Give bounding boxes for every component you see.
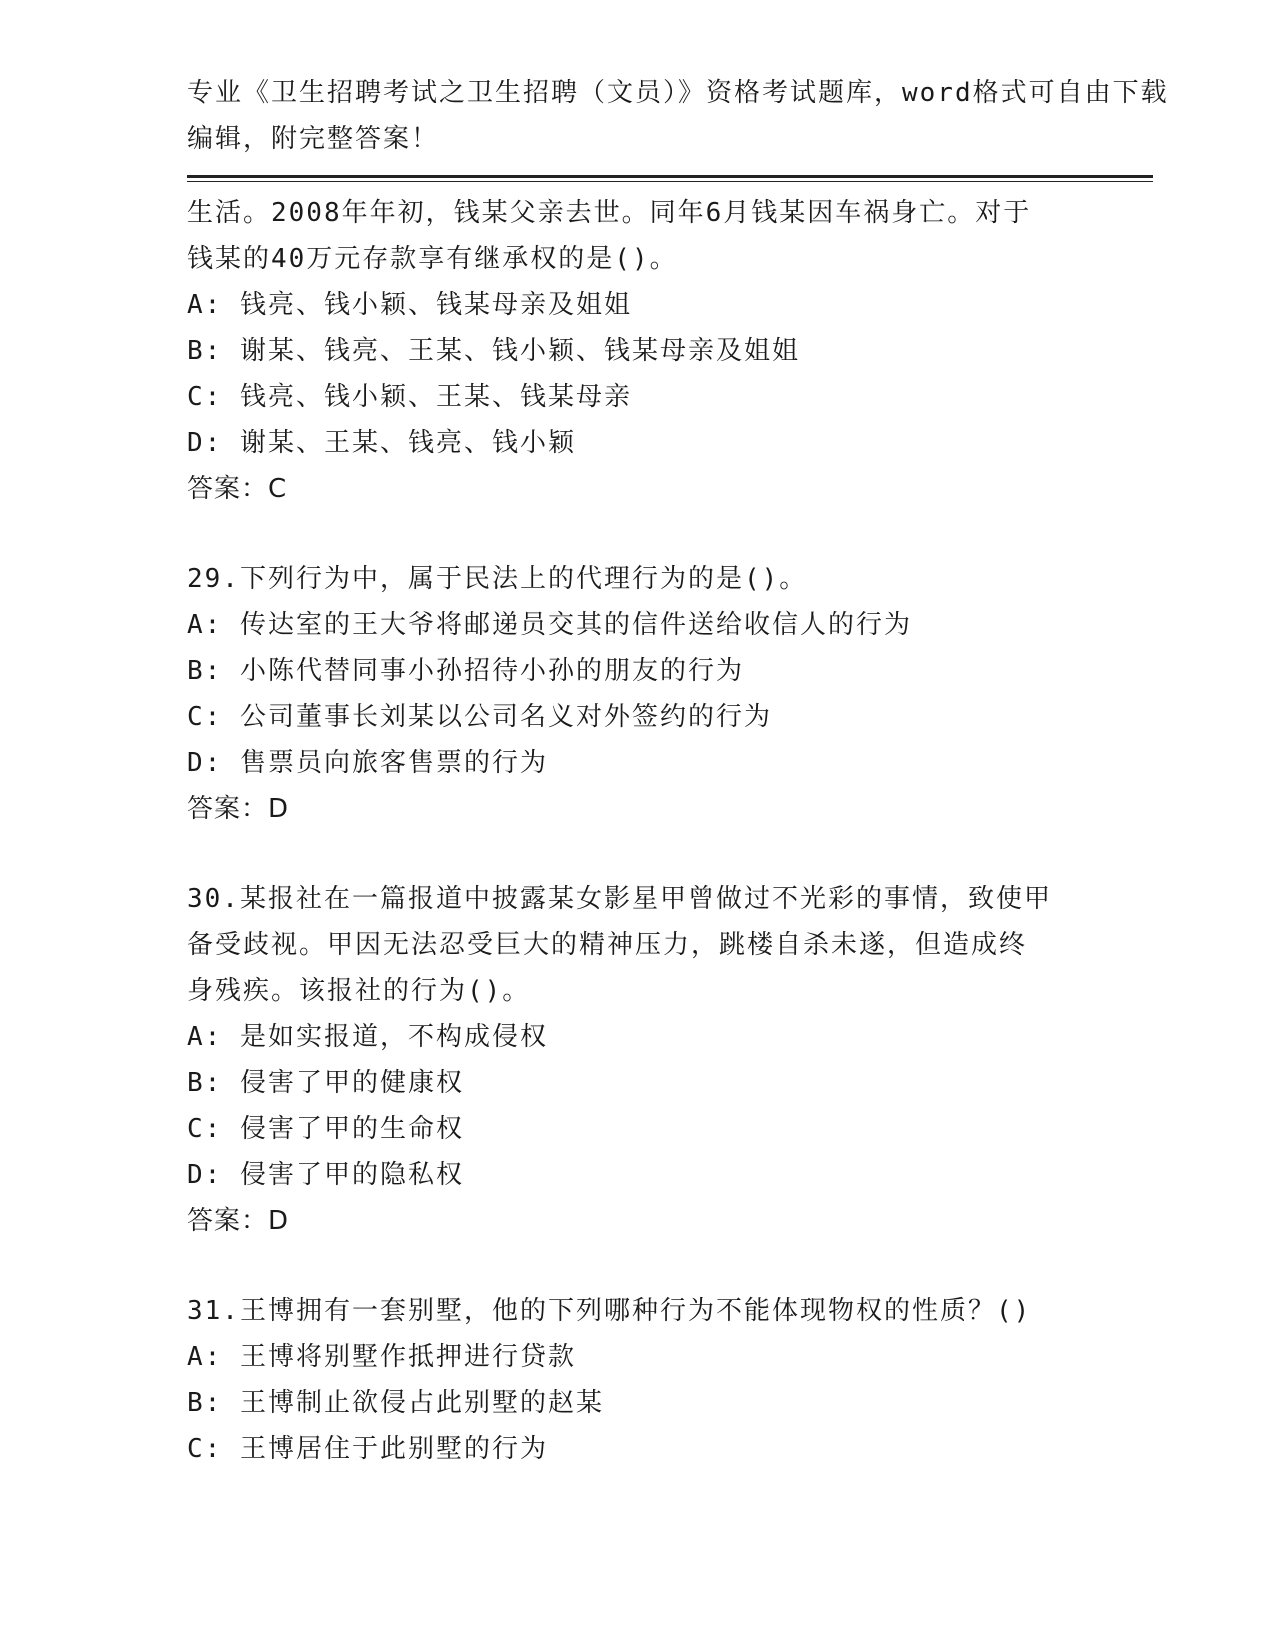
- document-header: [187, 70, 1169, 162]
- question-29: [187, 556, 1087, 832]
- option-c: C: 侵害了甲的生命权: [187, 1114, 464, 1144]
- option-d: D: 谢某、王某、钱亮、钱小颖: [187, 428, 576, 458]
- question-stem-line: 钱某的40万元存款享有继承权的是()。: [187, 244, 678, 274]
- option-b: B: 小陈代替同事小孙招待小孙的朋友的行为: [187, 656, 744, 686]
- question-content: [187, 190, 1087, 1472]
- header-line-2: 编辑，附完整答案！: [187, 124, 440, 154]
- question-stem-line: 生活。2008年年初，钱某父亲去世。同年6月钱某因车祸身亡。对于: [187, 198, 1032, 228]
- option-c: C: 公司董事长刘某以公司名义对外签约的行为: [187, 702, 772, 732]
- option-b: B: 侵害了甲的健康权: [187, 1068, 464, 1098]
- question-30: [187, 876, 1087, 1244]
- answer-label: 答案：D: [187, 1206, 290, 1236]
- option-a: A: 是如实报道，不构成侵权: [187, 1022, 548, 1052]
- option-a: A: 王博将别墅作抵押进行贷款: [187, 1342, 576, 1372]
- option-a: A: 钱亮、钱小颖、钱某母亲及姐姐: [187, 290, 632, 320]
- header-rule-thick: [187, 175, 1153, 178]
- option-c: C: 王博居住于此别墅的行为: [187, 1434, 548, 1464]
- question-28: [187, 190, 1087, 512]
- option-b: B: 王博制止欲侵占此别墅的赵某: [187, 1388, 604, 1418]
- option-a: A: 传达室的王大爷将邮递员交其的信件送给收信人的行为: [187, 610, 912, 640]
- question-stem-line: 29.下列行为中，属于民法上的代理行为的是()。: [187, 564, 808, 594]
- answer-label: 答案：D: [187, 794, 290, 824]
- question-stem-line: 备受歧视。甲因无法忍受巨大的精神压力，跳楼自杀未遂，但造成终: [187, 930, 1028, 960]
- question-stem-line: 身残疾。该报社的行为()。: [187, 976, 531, 1006]
- header-rule-thin: [187, 181, 1153, 182]
- option-d: D: 售票员向旅客售票的行为: [187, 748, 548, 778]
- question-stem-line: 30.某报社在一篇报道中披露某女影星甲曾做过不光彩的事情，致使甲: [187, 884, 1052, 914]
- spacer: [187, 1244, 1087, 1288]
- answer-label: 答案：C: [187, 474, 288, 504]
- question-31: [187, 1288, 1087, 1472]
- header-line-1: 专业《卫生招聘考试之卫生招聘（文员）》资格考试题库，word格式可自由下载: [187, 78, 1169, 108]
- option-d: D: 侵害了甲的隐私权: [187, 1160, 464, 1190]
- spacer: [187, 512, 1087, 556]
- question-stem-line: 31.王博拥有一套别墅，他的下列哪种行为不能体现物权的性质？(): [187, 1296, 1032, 1326]
- spacer: [187, 832, 1087, 876]
- option-c: C: 钱亮、钱小颖、王某、钱某母亲: [187, 382, 632, 412]
- option-b: B: 谢某、钱亮、王某、钱小颖、钱某母亲及姐姐: [187, 336, 800, 366]
